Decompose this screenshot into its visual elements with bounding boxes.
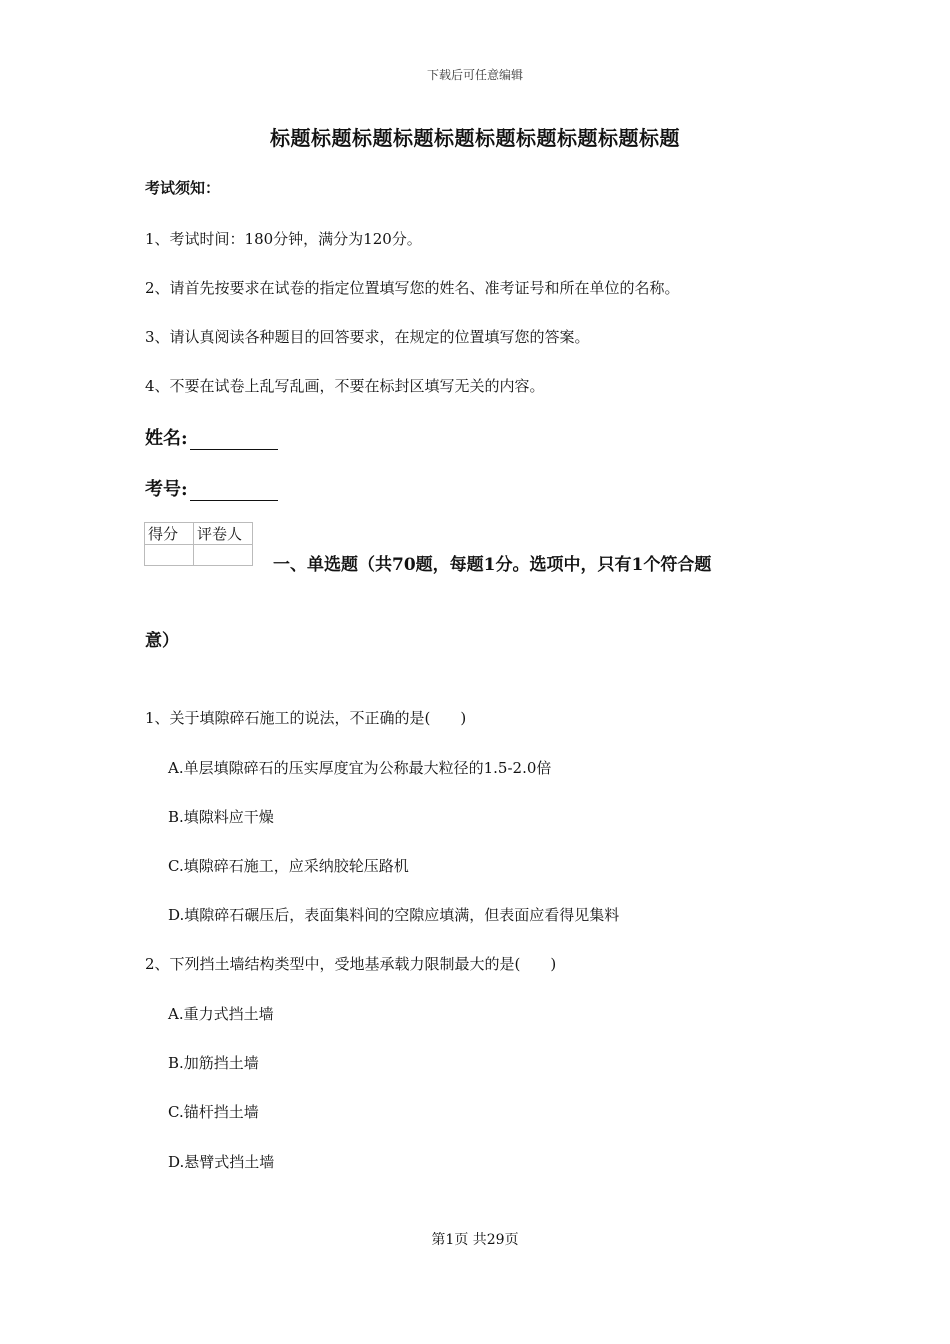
grader-cell[interactable] — [194, 545, 253, 566]
notice-heading: 考试须知： — [145, 179, 221, 197]
id-field — [145, 475, 278, 501]
id-label: 考号: — [145, 479, 188, 500]
score-header: 得分 — [145, 523, 194, 545]
question-option: C.锚杆挡土墙 — [168, 1103, 259, 1121]
name-field — [145, 424, 278, 450]
score-cell[interactable] — [145, 545, 194, 566]
notice-item: 3、请认真阅读各种题目的回答要求，在规定的位置填写您的答案。 — [145, 328, 590, 346]
id-blank[interactable] — [190, 482, 278, 501]
question-stem: 1、关于填隙碎石施工的说法，不正确的是( ) — [145, 709, 467, 727]
notice-item: 4、不要在试卷上乱写乱画，不要在标封区填写无关的内容。 — [145, 377, 545, 395]
section-title-continued: 意） — [145, 631, 179, 651]
question-option: D.悬臂式挡土墙 — [168, 1153, 275, 1171]
notice-item: 1、考试时间：180分钟，满分为120分。 — [145, 230, 422, 248]
name-blank[interactable] — [190, 431, 278, 450]
question-stem: 2、下列挡土墙结构类型中，受地基承载力限制最大的是( ) — [145, 955, 557, 973]
question-option: C.填隙碎石施工，应采纳胶轮压路机 — [168, 857, 409, 875]
question-option: B.加筋挡土墙 — [168, 1054, 259, 1072]
notice-item: 2、请首先按要求在试卷的指定位置填写您的姓名、准考证号和所在单位的名称。 — [145, 279, 680, 297]
question-option: D.填隙碎石碾压后，表面集料间的空隙应填满，但表面应看得见集料 — [168, 906, 620, 924]
page-number: 第1页 共29页 — [431, 1232, 519, 1248]
score-table — [144, 522, 253, 566]
document-title: 标题标题标题标题标题标题标题标题标题标题 — [270, 126, 680, 150]
question-option: B.填隙料应干燥 — [168, 808, 274, 826]
name-label: 姓名: — [145, 428, 188, 449]
header-note: 下载后可任意编辑 — [426, 68, 523, 82]
question-option: A.重力式挡土墙 — [168, 1005, 274, 1023]
grader-header: 评卷人 — [194, 523, 253, 545]
question-option: A.单层填隙碎石的压实厚度宜为公称最大粒径的1.5-2.0倍 — [168, 759, 552, 777]
section-title: 一、单选题（共70题，每题1分。选项中，只有1个符合题 — [273, 555, 712, 575]
